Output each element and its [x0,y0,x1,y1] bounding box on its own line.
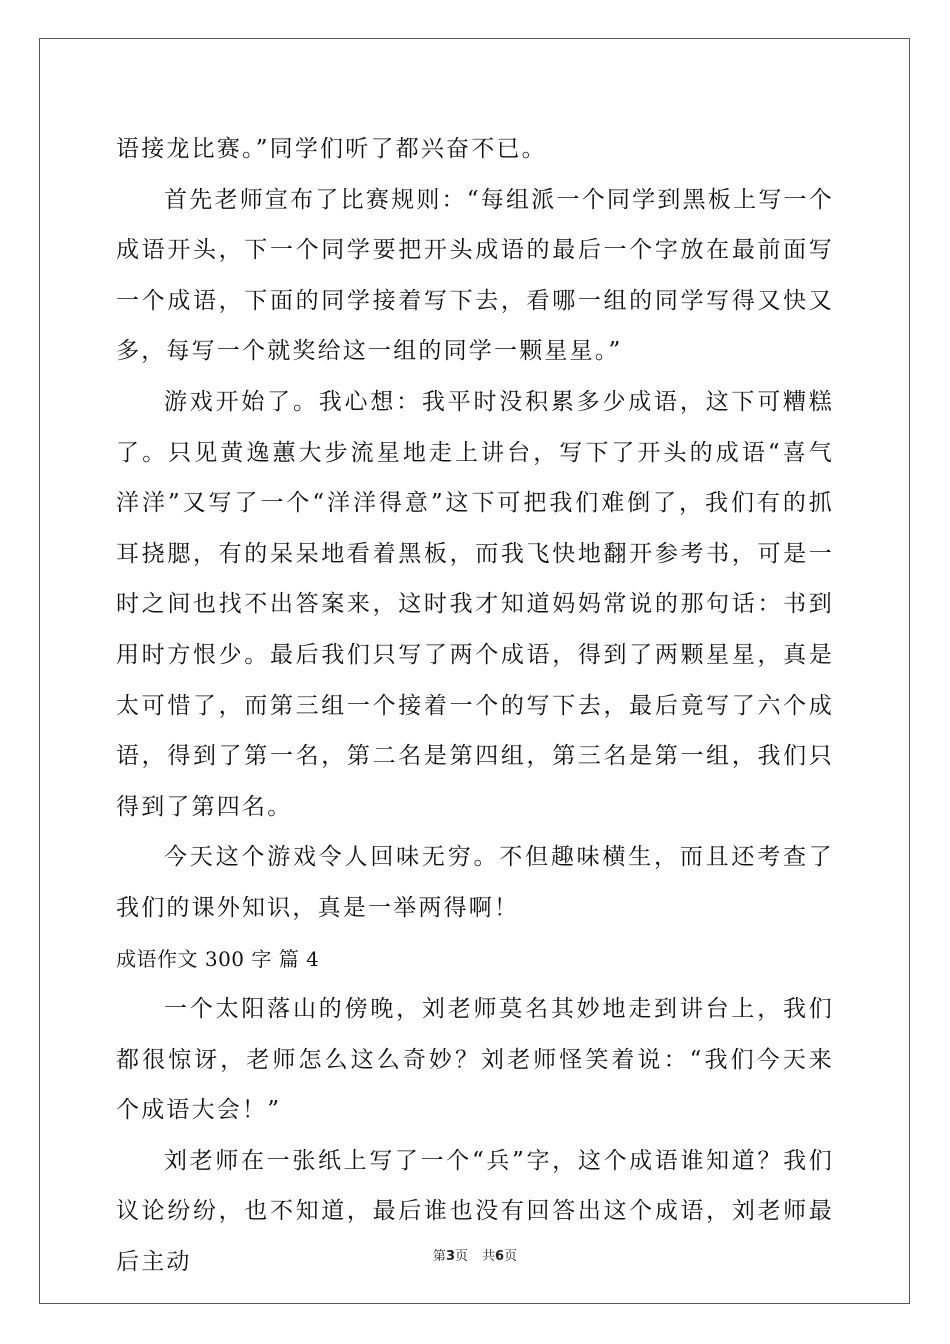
section-heading: 成语作文 300 字 篇 4 [116,946,320,971]
paragraph-6: 刘老师在一张纸上写了一个“兵”字，这个成语谁知道？我们议论纷纷，也不知道，最后谁也没有回答出这个成语，刘老师最后主动 [116,1147,834,1276]
paragraph-4: 今天这个游戏令人回味无穷。不但趣味横生，而且还考查了我们的课外知识，真是一举两得啊！ [116,844,834,921]
page-footer [0,1245,950,1264]
paragraph-3: 游戏开始了。我心想：我平时没积累多少成语，这下可糟糕了。只见黄逸蕙大步流星地走上讲台，写下了开头的成语“喜气洋洋”又写了一个“洋洋得意”这下可把我们难倒了，我们有的抓耳挠腮，有的呆呆地看着黑板，而我飞快地翻开参考书，可是一时之间也找不出答案来，这时我才知道妈妈常说的那句话：书到用时方恨少。最后我们只写了两个成语，得到了两颗星星，真是太可惜了，而第三组一个接着一个的写下去，最后竟写了六个成语，得到了第一名，第二名是第四组，第三名是第一组，我们只得到了第四名。 [116,388,834,820]
paragraph-2: 首先老师宣布了比赛规则：“每组派一个同学到黑板上写一个成语开头，下一个同学要把开头成语的最后一个字放在最前面写一个成语，下面的同学接着写下去，看哪一组的同学写得又快又多，每写一个就奖给这一组的同学一颗星星。” [116,186,834,365]
document-body [116,124,834,1288]
footer-page-prefix: 第 [432,1249,446,1264]
paragraph-1: 语接龙比赛。”同学们听了都兴奋不已。 [116,136,547,162]
footer-page-suffix: 页 [454,1249,468,1264]
footer-page-number: 3 [445,1249,455,1264]
footer-total-suffix: 页 [504,1249,518,1264]
paragraph-5: 一个太阳落山的傍晚，刘老师莫名其妙地走到讲台上，我们都很惊讶，老师怎么这么奇妙？刘老师怪笑着说：“我们今天来个成语大会！” [116,996,834,1124]
footer-total-prefix: 共 [482,1249,496,1264]
footer-total-number: 6 [495,1249,505,1264]
